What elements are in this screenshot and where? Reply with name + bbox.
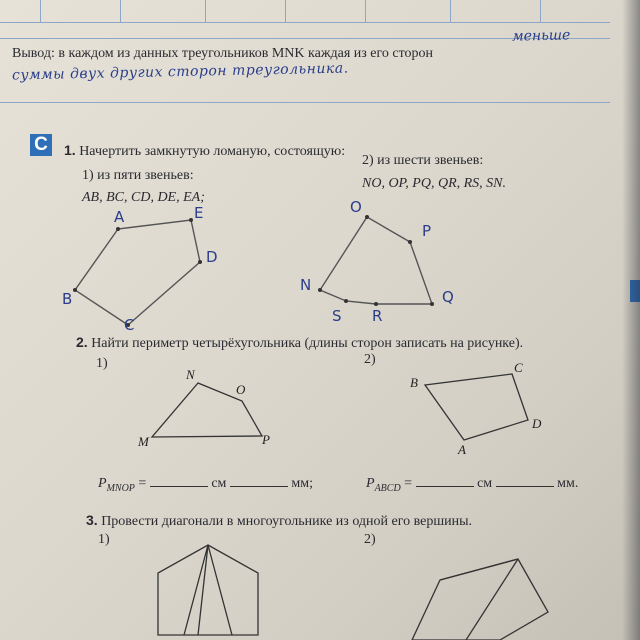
unit-mm: мм;: [291, 476, 313, 491]
task3-item1: 1): [98, 532, 110, 547]
label-b: B: [62, 290, 73, 308]
hexagon-task3: [158, 545, 258, 635]
label-r: R: [372, 307, 383, 325]
label-d: D: [206, 248, 218, 266]
task1-number: 1.: [64, 142, 76, 158]
unit-cm: см: [477, 476, 493, 491]
task1-title: Начертить замкнутую ломаную, состоящую:: [79, 144, 346, 159]
label-s: S: [332, 307, 342, 325]
label-d2: D: [532, 416, 542, 431]
section-badge: C: [30, 134, 52, 156]
handwritten-answer-2: суммы двух других сторон треугольника.: [11, 60, 349, 84]
task3-title: Провести диагонали в многоугольнике из одной его вершины.: [101, 514, 473, 529]
page-edge-shadow: [622, 0, 640, 640]
unit-mm: мм.: [557, 476, 579, 491]
task3-number: 3.: [86, 512, 98, 528]
pentagon-abcde: [75, 220, 200, 325]
perimeter-symbol: P: [366, 476, 375, 491]
perimeter-symbol: P: [98, 476, 107, 491]
quad-abcd: [425, 374, 528, 440]
task2-item1: 1): [96, 356, 108, 371]
label-o: O: [350, 198, 362, 216]
label-n2: N: [186, 367, 195, 382]
label-e: E: [194, 204, 204, 222]
diagonals-hexagon: [184, 545, 232, 635]
task2-number: 2.: [76, 334, 88, 350]
label-o2: O: [236, 382, 246, 397]
task1-opt1: 1) из пяти звеньев:: [82, 168, 194, 183]
label-a: A: [114, 208, 125, 226]
handwritten-answer-1: меньше: [511, 27, 571, 45]
label-b2: B: [410, 375, 418, 390]
label-p2: P: [262, 432, 270, 447]
task3-item2: 2): [364, 532, 376, 547]
perimeter-subscript: MNOP: [106, 482, 135, 494]
pentagon-task3: [412, 559, 548, 640]
task1-opt1-segments: AB, BC, CD, DE, EA;: [82, 190, 205, 205]
quad-mnop: [152, 383, 262, 437]
task1-opt2-segments: NO, OP, PQ, QR, RS, SN.: [362, 176, 507, 191]
label-q: Q: [442, 288, 454, 306]
equals-sign: =: [138, 476, 147, 491]
task2-title: Найти периметр четырёхугольника (длины сторон записать на рисунке).: [91, 336, 524, 351]
label-n: N: [300, 276, 312, 294]
label-m2: M: [138, 434, 149, 449]
label-c2: C: [514, 360, 523, 375]
task2-item2: 2): [364, 352, 376, 367]
unit-cm: см: [211, 476, 227, 491]
diagonals-pentagon: [440, 559, 518, 640]
label-a2: A: [458, 442, 466, 457]
hexagon-nopqrs: [320, 217, 432, 304]
label-p: P: [422, 222, 432, 240]
conclusion-text: Вывод: в каждом из данных треугольников MNK каждая из его сторон: [12, 46, 434, 61]
task1-opt2: 2) из шести звеньев:: [362, 153, 484, 168]
label-c: C: [124, 316, 135, 334]
perimeter-subscript: ABCD: [374, 482, 401, 494]
equals-sign: =: [404, 476, 413, 491]
